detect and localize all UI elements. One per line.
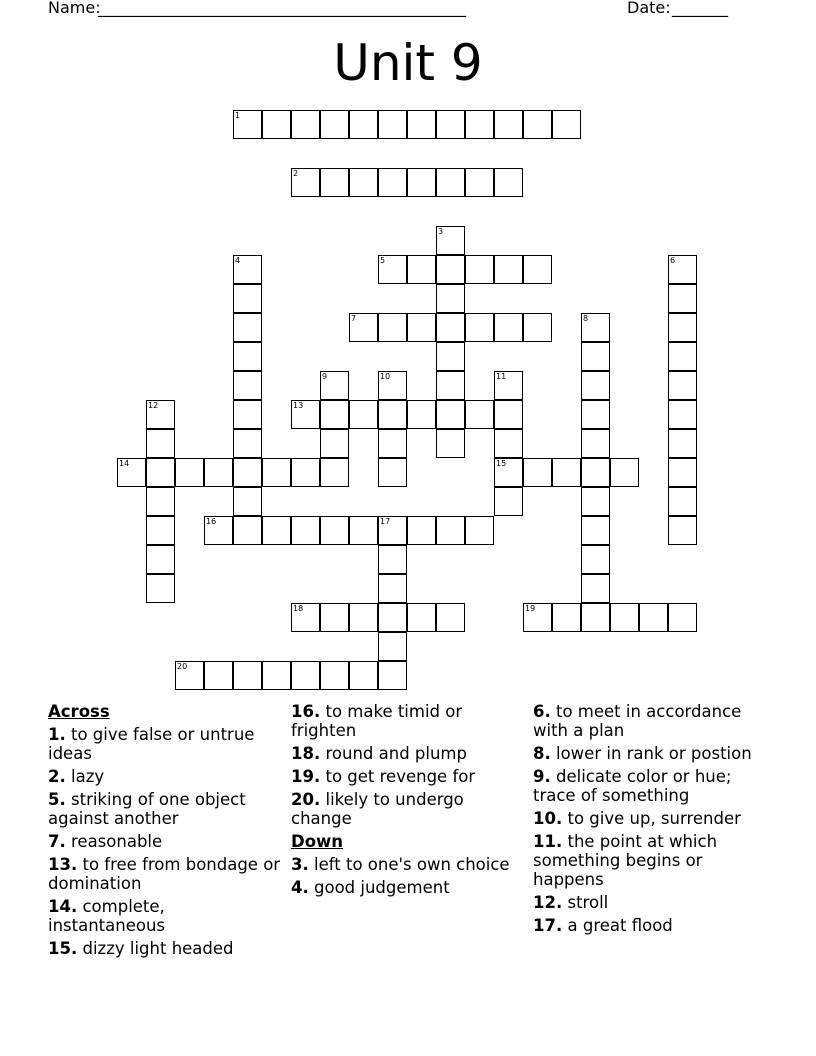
grid-cell[interactable]	[494, 168, 523, 197]
clue-across-1	[48, 725, 283, 763]
clue-down-17	[533, 916, 768, 935]
grid-cell[interactable]	[581, 313, 610, 342]
grid-cell[interactable]	[436, 516, 465, 545]
grid-cell[interactable]	[436, 400, 465, 429]
grid-cell[interactable]	[494, 371, 523, 400]
grid-cell[interactable]	[436, 284, 465, 313]
grid-cell[interactable]	[378, 516, 407, 545]
cell-number: 7	[351, 314, 357, 323]
grid-cell[interactable]	[436, 226, 465, 255]
grid-cell[interactable]	[668, 458, 697, 487]
grid-cell[interactable]	[494, 487, 523, 516]
grid-cell[interactable]	[465, 255, 494, 284]
grid-cell[interactable]	[581, 400, 610, 429]
grid-cell[interactable]	[436, 168, 465, 197]
grid-cell[interactable]	[668, 603, 697, 632]
grid-cell[interactable]	[494, 110, 523, 139]
grid-cell[interactable]	[436, 429, 465, 458]
clue-text: the point at which something begins or happens	[533, 832, 718, 889]
grid-cell[interactable]	[610, 603, 639, 632]
grid-cell[interactable]	[639, 603, 668, 632]
cell-number: 8	[583, 314, 589, 323]
cell-number: 2	[293, 169, 299, 178]
page-title: Unit 9	[333, 34, 483, 92]
grid-cell[interactable]	[378, 661, 407, 690]
grid-cell[interactable]	[407, 110, 436, 139]
grid-cell[interactable]	[465, 313, 494, 342]
grid-cell[interactable]	[146, 400, 175, 429]
grid-cell[interactable]	[552, 603, 581, 632]
clue-column-3	[533, 702, 768, 939]
cell-number: 13	[293, 401, 304, 410]
grid-cell[interactable]	[291, 400, 320, 429]
cell-number: 18	[293, 604, 304, 613]
grid-cell[interactable]	[378, 255, 407, 284]
grid-cell[interactable]	[378, 574, 407, 603]
clue-down-11	[533, 832, 768, 889]
grid-cell[interactable]	[291, 603, 320, 632]
grid-cell[interactable]	[349, 168, 378, 197]
grid-cell[interactable]	[320, 458, 349, 487]
clue-text: round and plump	[325, 744, 467, 763]
clue-text: lower in rank or postion	[556, 744, 752, 763]
grid-cell[interactable]	[291, 168, 320, 197]
grid-cell[interactable]	[581, 574, 610, 603]
grid-cell[interactable]	[610, 458, 639, 487]
across-heading: Across	[48, 702, 110, 721]
clue-text: stroll	[567, 893, 609, 912]
clue-text: striking of one object against another	[48, 790, 246, 828]
grid-cell[interactable]	[581, 487, 610, 516]
grid-cell[interactable]	[581, 603, 610, 632]
cell-number: 20	[177, 662, 188, 671]
grid-cell[interactable]	[668, 429, 697, 458]
grid-cell[interactable]	[378, 313, 407, 342]
grid-cell[interactable]	[233, 371, 262, 400]
grid-cell[interactable]	[233, 255, 262, 284]
grid-cell[interactable]	[494, 400, 523, 429]
clue-text: lazy	[71, 767, 105, 786]
clue-down-4	[291, 878, 526, 897]
clue-number: 2.	[48, 767, 66, 786]
grid-cell[interactable]	[349, 603, 378, 632]
grid-cell[interactable]	[523, 313, 552, 342]
clue-column-2	[291, 702, 526, 901]
grid-cell[interactable]	[262, 516, 291, 545]
clue-text: to give up, surrender	[567, 809, 741, 828]
grid-cell[interactable]	[291, 110, 320, 139]
clue-text: dizzy light headed	[82, 939, 234, 958]
grid-cell[interactable]	[378, 429, 407, 458]
grid-cell[interactable]	[146, 545, 175, 574]
name-label: Name:	[48, 0, 101, 17]
clue-number: 13.	[48, 855, 78, 874]
grid-cell[interactable]	[407, 255, 436, 284]
clue-text: left to one's own choice	[314, 855, 510, 874]
grid-cell[interactable]	[378, 603, 407, 632]
clue-number: 16.	[291, 702, 321, 721]
grid-cell[interactable]	[668, 255, 697, 284]
grid-cell[interactable]	[668, 516, 697, 545]
grid-cell[interactable]	[320, 110, 349, 139]
clue-number: 5.	[48, 790, 66, 809]
clue-text: to give false or untrue ideas	[48, 725, 255, 763]
clue-number: 18.	[291, 744, 321, 763]
clue-number: 10.	[533, 809, 563, 828]
cell-number: 11	[496, 372, 507, 381]
grid-cell[interactable]	[320, 400, 349, 429]
cell-number: 9	[322, 372, 328, 381]
grid-cell[interactable]	[523, 255, 552, 284]
clue-number: 3.	[291, 855, 309, 874]
cell-number: 15	[496, 459, 507, 468]
grid-cell[interactable]	[552, 110, 581, 139]
grid-cell[interactable]	[233, 342, 262, 371]
clue-text: complete, instantaneous	[48, 897, 166, 935]
clue-text: to meet in accordance with a plan	[533, 702, 742, 740]
clue-across-2	[48, 767, 283, 786]
cell-number: 5	[380, 256, 386, 265]
grid-cell[interactable]	[233, 458, 262, 487]
clue-number: 17.	[533, 916, 563, 935]
clue-number: 1.	[48, 725, 66, 744]
grid-cell[interactable]	[436, 342, 465, 371]
grid-cell[interactable]	[436, 371, 465, 400]
date-blank-line[interactable]: _______	[672, 0, 728, 17]
grid-cell[interactable]	[581, 458, 610, 487]
grid-cell[interactable]	[668, 400, 697, 429]
clue-text: to make timid or frighten	[291, 702, 463, 740]
grid-cell[interactable]	[494, 313, 523, 342]
grid-cell[interactable]	[436, 255, 465, 284]
grid-cell[interactable]	[436, 110, 465, 139]
grid-cell[interactable]	[523, 458, 552, 487]
cell-number: 16	[206, 517, 217, 526]
grid-cell[interactable]	[668, 371, 697, 400]
grid-cell[interactable]	[320, 168, 349, 197]
date-label: Date:	[627, 0, 671, 17]
clue-down-8	[533, 744, 768, 763]
clue-number: 6.	[533, 702, 551, 721]
grid-cell[interactable]	[204, 661, 233, 690]
grid-cell[interactable]	[320, 661, 349, 690]
grid-cell[interactable]	[320, 516, 349, 545]
cell-number: 10	[380, 372, 391, 381]
clue-across-13	[48, 855, 283, 893]
clue-number: 9.	[533, 767, 551, 786]
grid-cell[interactable]	[146, 487, 175, 516]
grid-cell[interactable]	[349, 400, 378, 429]
grid-cell[interactable]	[378, 400, 407, 429]
grid-cell[interactable]	[378, 545, 407, 574]
grid-cell[interactable]	[494, 255, 523, 284]
clue-text: reasonable	[71, 832, 163, 851]
cell-number: 19	[525, 604, 536, 613]
grid-cell[interactable]	[668, 313, 697, 342]
grid-cell[interactable]	[233, 429, 262, 458]
clue-text: delicate color or hue; trace of something	[533, 767, 732, 805]
grid-cell[interactable]	[465, 516, 494, 545]
grid-cell[interactable]	[407, 168, 436, 197]
grid-cell[interactable]	[349, 661, 378, 690]
clue-across-16	[291, 702, 526, 740]
grid-cell[interactable]	[668, 342, 697, 371]
grid-cell[interactable]	[581, 371, 610, 400]
grid-cell[interactable]	[581, 516, 610, 545]
clue-number: 11.	[533, 832, 563, 851]
clue-across-18	[291, 744, 526, 763]
grid-cell[interactable]	[233, 661, 262, 690]
grid-cell[interactable]	[175, 661, 204, 690]
clue-text: likely to undergo change	[291, 790, 464, 828]
cell-number: 12	[148, 401, 159, 410]
grid-cell[interactable]	[291, 661, 320, 690]
grid-cell[interactable]	[465, 400, 494, 429]
grid-cell[interactable]	[204, 458, 233, 487]
clue-across-19	[291, 767, 526, 786]
clue-across-14	[48, 897, 283, 935]
cell-number: 17	[380, 517, 391, 526]
grid-cell[interactable]	[523, 603, 552, 632]
clue-text: good judgement	[314, 878, 450, 897]
grid-cell[interactable]	[494, 429, 523, 458]
clue-down-9	[533, 767, 768, 805]
down-heading: Down	[291, 832, 344, 851]
cell-number: 4	[235, 256, 241, 265]
grid-cell[interactable]	[494, 458, 523, 487]
grid-cell[interactable]	[581, 545, 610, 574]
grid-cell[interactable]	[146, 516, 175, 545]
grid-cell[interactable]	[233, 313, 262, 342]
clue-number: 8.	[533, 744, 551, 763]
grid-cell[interactable]	[262, 661, 291, 690]
grid-cell[interactable]	[146, 429, 175, 458]
grid-cell[interactable]	[407, 313, 436, 342]
grid-cell[interactable]	[233, 110, 262, 139]
grid-cell[interactable]	[436, 603, 465, 632]
grid-cell[interactable]	[349, 110, 378, 139]
clue-text: to get revenge for	[325, 767, 476, 786]
grid-cell[interactable]	[262, 458, 291, 487]
clue-number: 7.	[48, 832, 66, 851]
grid-cell[interactable]	[291, 516, 320, 545]
grid-cell[interactable]	[378, 168, 407, 197]
grid-cell[interactable]	[204, 516, 233, 545]
grid-cell[interactable]	[407, 400, 436, 429]
grid-cell[interactable]	[523, 110, 552, 139]
cell-number: 6	[670, 256, 676, 265]
grid-cell[interactable]	[378, 371, 407, 400]
clue-number: 12.	[533, 893, 563, 912]
grid-cell[interactable]	[436, 313, 465, 342]
clue-down-10	[533, 809, 768, 828]
grid-cell[interactable]	[291, 458, 320, 487]
clue-across-7	[48, 832, 283, 851]
cell-number: 1	[235, 111, 241, 120]
grid-cell[interactable]	[581, 429, 610, 458]
grid-cell[interactable]	[378, 110, 407, 139]
grid-cell[interactable]	[233, 284, 262, 313]
clue-column-1	[48, 702, 283, 962]
grid-cell[interactable]	[552, 458, 581, 487]
clue-down-12	[533, 893, 768, 912]
grid-cell[interactable]	[668, 284, 697, 313]
clue-across-15	[48, 939, 283, 958]
clue-number: 4.	[291, 878, 309, 897]
grid-cell[interactable]	[233, 487, 262, 516]
clue-down-6	[533, 702, 768, 740]
clue-across-20	[291, 790, 526, 828]
grid-cell[interactable]	[320, 429, 349, 458]
grid-cell[interactable]	[407, 516, 436, 545]
clue-down-3	[291, 855, 526, 874]
clue-number: 14.	[48, 897, 78, 916]
grid-cell[interactable]	[465, 110, 494, 139]
name-blank-line[interactable]: ______________________________________________	[98, 0, 466, 17]
grid-cell[interactable]	[378, 632, 407, 661]
cell-number: 14	[119, 459, 130, 468]
grid-cell[interactable]	[668, 487, 697, 516]
clue-number: 15.	[48, 939, 78, 958]
grid-cell[interactable]	[262, 110, 291, 139]
cell-number: 3	[438, 227, 444, 236]
grid-cell[interactable]	[146, 574, 175, 603]
grid-cell[interactable]	[233, 400, 262, 429]
grid-cell[interactable]	[581, 342, 610, 371]
grid-cell[interactable]	[146, 458, 175, 487]
clue-number: 20.	[291, 790, 321, 809]
grid-cell[interactable]	[117, 458, 146, 487]
grid-cell[interactable]	[320, 371, 349, 400]
grid-cell[interactable]	[465, 168, 494, 197]
grid-cell[interactable]	[349, 313, 378, 342]
clue-across-5	[48, 790, 283, 828]
grid-cell[interactable]	[378, 458, 407, 487]
grid-cell[interactable]	[175, 458, 204, 487]
clue-text: a great flood	[567, 916, 673, 935]
grid-cell[interactable]	[233, 516, 262, 545]
clue-number: 19.	[291, 767, 321, 786]
grid-cell[interactable]	[320, 603, 349, 632]
grid-cell[interactable]	[407, 603, 436, 632]
clue-text: to free from bondage or domination	[48, 855, 281, 893]
grid-cell[interactable]	[349, 516, 378, 545]
